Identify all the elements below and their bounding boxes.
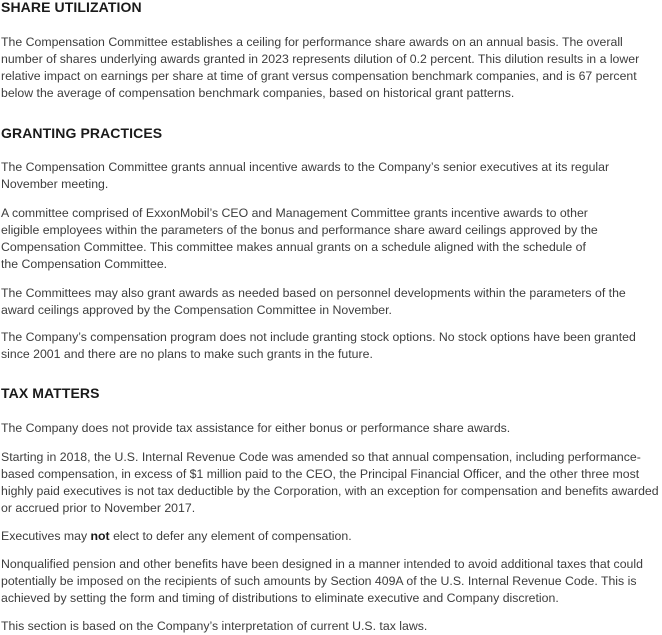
tax-matters-paragraph-3: Nonqualified pension and other benefits have been designed in a manner intended to avoid additional taxes that could potentially be imposed on the recipients of such amounts by Section 409A of the U.S. Internal Revenue Code. This is achieved by setting the form and timing of distributions to eliminate executive and Company discretion. (1, 557, 643, 606)
granting-practices-paragraph-2: A committee comprised of ExxonMobil’s CEO and Management Committee grants incentive awards to other eligible employees within the parameters of the bonus and performance share award ceilings approved by the Compensation Committee. This committee makes annual grants on a schedule aligned with the schedule of the Compensation Committee. (1, 206, 598, 272)
tax-matters-heading: TAX MATTERS (1, 385, 100, 401)
granting-practices-paragraph-1: The Compensation Committee grants annual incentive awards to the Company’s senior executives at its regular November meeting. (1, 160, 610, 192)
tax-matters-paragraph-2: Starting in 2018, the U.S. Internal Revenue Code was amended so that annual compensation, including performance-based compensation, in excess of $1 million paid to the CEO, the Principal Financial Officer, and the other three most highly paid executives is not tax deductible by the Corporation, with an exception for compensation and benefits awarded or accrued prior to November 2017. (1, 450, 659, 516)
deferral-note-prefix: Executives may (1, 529, 91, 543)
share-utilization-heading: SHARE UTILIZATION (1, 0, 142, 15)
granting-practices-paragraph-3: The Committees may also grant awards as needed based on personnel developments within the parameters of the award ceilings approved by the Compensation Committee in November. (1, 286, 626, 318)
deferral-note-emphasis: not (90, 529, 110, 543)
tax-matters-deferral-note (1, 528, 621, 545)
tax-matters-paragraph-4: This section is based on the Company’s interpretation of current U.S. tax laws. (1, 619, 428, 633)
granting-practices-paragraph-4: The Company’s compensation program does not include granting stock options. No stock options have been granted since 2001 and there are no plans to make such grants in the future. (1, 330, 636, 362)
deferral-note-suffix: elect to defer any element of compensation. (109, 529, 352, 543)
share-utilization-paragraph: The Compensation Committee establishes a ceiling for performance share awards on an annual basis. The overall number of shares underlying awards granted in 2023 represents dilution of 0.2 percent. This dilution results in a lower relative impact on earnings per share at time of grant versus compensation benchmark companies, and is 67 percent below the average of compensation benchmark companies, based on historical grant patterns. (1, 35, 640, 101)
granting-practices-heading: GRANTING PRACTICES (1, 125, 163, 141)
tax-matters-paragraph-1: The Company does not provide tax assistance for either bonus or performance share awards. (1, 421, 511, 435)
